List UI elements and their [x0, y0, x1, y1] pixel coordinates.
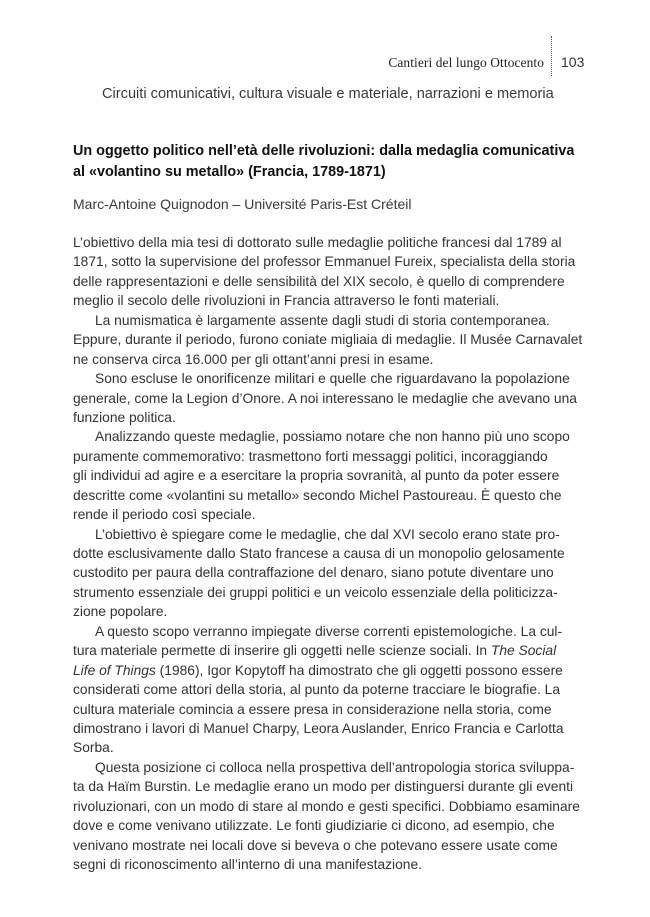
body-line: gli individui ad agire e a esercitare la propria sovranità, al punto da poter essere	[73, 468, 560, 484]
body-line: dimostrano i lavori di Manuel Charpy, Leora Auslander, Enrico Francia e Carlotta	[73, 720, 564, 736]
body-line: A questo scopo verranno impiegate diverse correnti epistemologiche. La cul-	[95, 623, 563, 639]
body-line: Sono escluse le onorificenze militari e quelle che riguardavano la popolazione	[95, 371, 570, 387]
body-line: L’obiettivo è spiegare come le medaglie, che dal XVI secolo erano state pro-	[95, 526, 560, 542]
body-line: La numismatica è largamente assente dagli studi di storia contemporanea.	[95, 312, 550, 328]
body-line: rende il periodo così speciale.	[73, 507, 256, 523]
author-affiliation: Marc-Antoine Quignodon – Université Paris-Est Créteil	[73, 196, 412, 212]
body-line: dove e come venivano utilizzate. Le fonti giudiziarie ci dicono, ad esempio, che	[73, 818, 555, 834]
body-line: considerati come attori della storia, al punto da poterne tracciare le biografie. La	[73, 682, 561, 698]
body-line: funzione politica.	[73, 409, 176, 425]
body-text-run: tura materiale permette di inserire gli oggetti nelle scienze sociali. In	[73, 643, 491, 659]
body-line: descritte come «volantini su metallo» secondo Michel Pastoureau. È questo che	[73, 487, 562, 503]
body-line: ne conserva circa 16.000 per gli ottant’anni presi in esame.	[73, 351, 434, 367]
body-line: custodito per paura della contraffazione del denaro, siano potute diventare uno	[73, 565, 554, 581]
body-line: L’obiettivo della mia tesi di dottorato sulle medaglie politiche francesi dal 1789 al	[73, 235, 562, 250]
body-line: delle rappresentazioni e delle sensibilità del XIX secolo, è quello di comprendere	[73, 273, 565, 289]
body-line	[73, 661, 563, 680]
body-line: Analizzando queste medaglie, possiamo notare che non hanno più uno scopo	[95, 429, 570, 445]
body-line: segni di riconoscimento all’interno di una manifestazione.	[73, 857, 422, 872]
article-title-line: al «volantino su metallo» (Francia, 1789-1871)	[73, 164, 386, 180]
body-line: cultura materiale comincia a essere presa in considerazione nella storia, come	[73, 701, 552, 717]
article-title	[73, 141, 593, 183]
page-number: 103	[561, 54, 585, 70]
section-subtitle: Circuiti comunicativi, cultura visuale e materiale, narrazioni e memoria	[102, 86, 554, 102]
article-title-line: Un oggetto politico nell’età delle rivoluzioni: dalla medaglia comunicativa	[73, 143, 575, 159]
article-body	[73, 233, 583, 874]
body-line: rivoluzionari, con un modo di stare al mondo e gesti specifici. Dobbiamo esaminare	[73, 798, 580, 814]
header-divider	[551, 36, 552, 76]
book-title-italic: Life of Things	[73, 662, 156, 678]
body-line: venivano mostrate nei locali dove si beveva o che potevano essere usate come	[73, 837, 558, 853]
running-header	[0, 0, 650, 80]
body-line: ta da Haïm Burstin. Le medaglie erano un modo per distinguersi durante gli eventi	[73, 779, 574, 795]
body-line	[73, 641, 555, 660]
body-line: Sorba.	[73, 740, 114, 756]
body-line: zione popolare.	[73, 604, 168, 620]
body-text-run: (1986), Igor Kopytoff ha dimostrato che gli oggetti possono essere	[155, 662, 563, 678]
body-line: Eppure, durante il periodo, furono coniate migliaia di medaglie. Il Musée Carnavalet	[73, 332, 583, 348]
running-title: Cantieri del lungo Ottocento	[388, 55, 544, 70]
body-line: Questa posizione ci colloca nella prospettiva dell’antropologia storica sviluppa-	[95, 759, 575, 775]
body-line: generale, come la Legion d’Onore. A noi interessano le medaglie che avevano una	[73, 390, 577, 406]
body-line: dotte esclusivamente dallo Stato francese a causa di un monopolio gelosamente	[73, 546, 565, 561]
body-line: strumento essenziale dei gruppi politici e un veicolo essenziale della politicizza-	[73, 584, 558, 600]
body-line: 1871, sotto la supervisione del professor Emmanuel Fureix, specialista della storia	[73, 254, 576, 270]
book-title-italic: The Social	[490, 643, 557, 659]
body-line: puramente commemorativo: trasmettono forti messaggi politici, incoraggiando	[73, 448, 548, 464]
body-line: meglio il secolo delle rivoluzioni in Francia attraverso le fonti materiali.	[73, 293, 500, 309]
